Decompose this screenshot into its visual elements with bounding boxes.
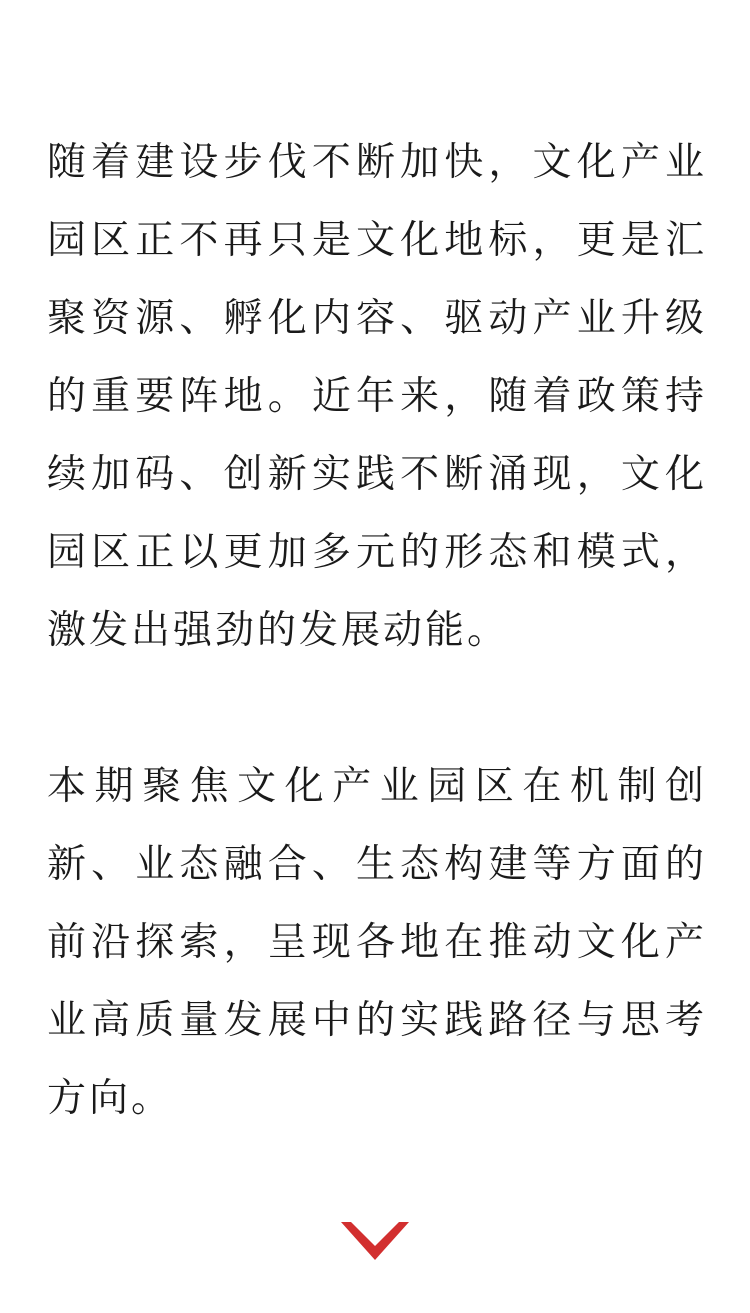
scroll-down-button[interactable] [341,1222,409,1262]
article-body [47,124,707,1138]
chevron-down-icon [341,1222,409,1262]
intro-paragraph: 随着建设步伐不断加快，文化产业园区正不再只是文化地标，更是汇聚资源、孵化内容、驱动产业升级的重要阵地。近年来，随着政策持续加码、创新实践不断涌现，文化园区正以更加多元的形态和模式，激发出强劲的发展动能。 [47,140,707,653]
focus-paragraph: 本期聚焦文化产业园区在机制创新、业态融合、生态构建等方面的前沿探索，呈现各地在推动文化产业高质量发展中的实践路径与思考方向。 [47,764,707,1121]
